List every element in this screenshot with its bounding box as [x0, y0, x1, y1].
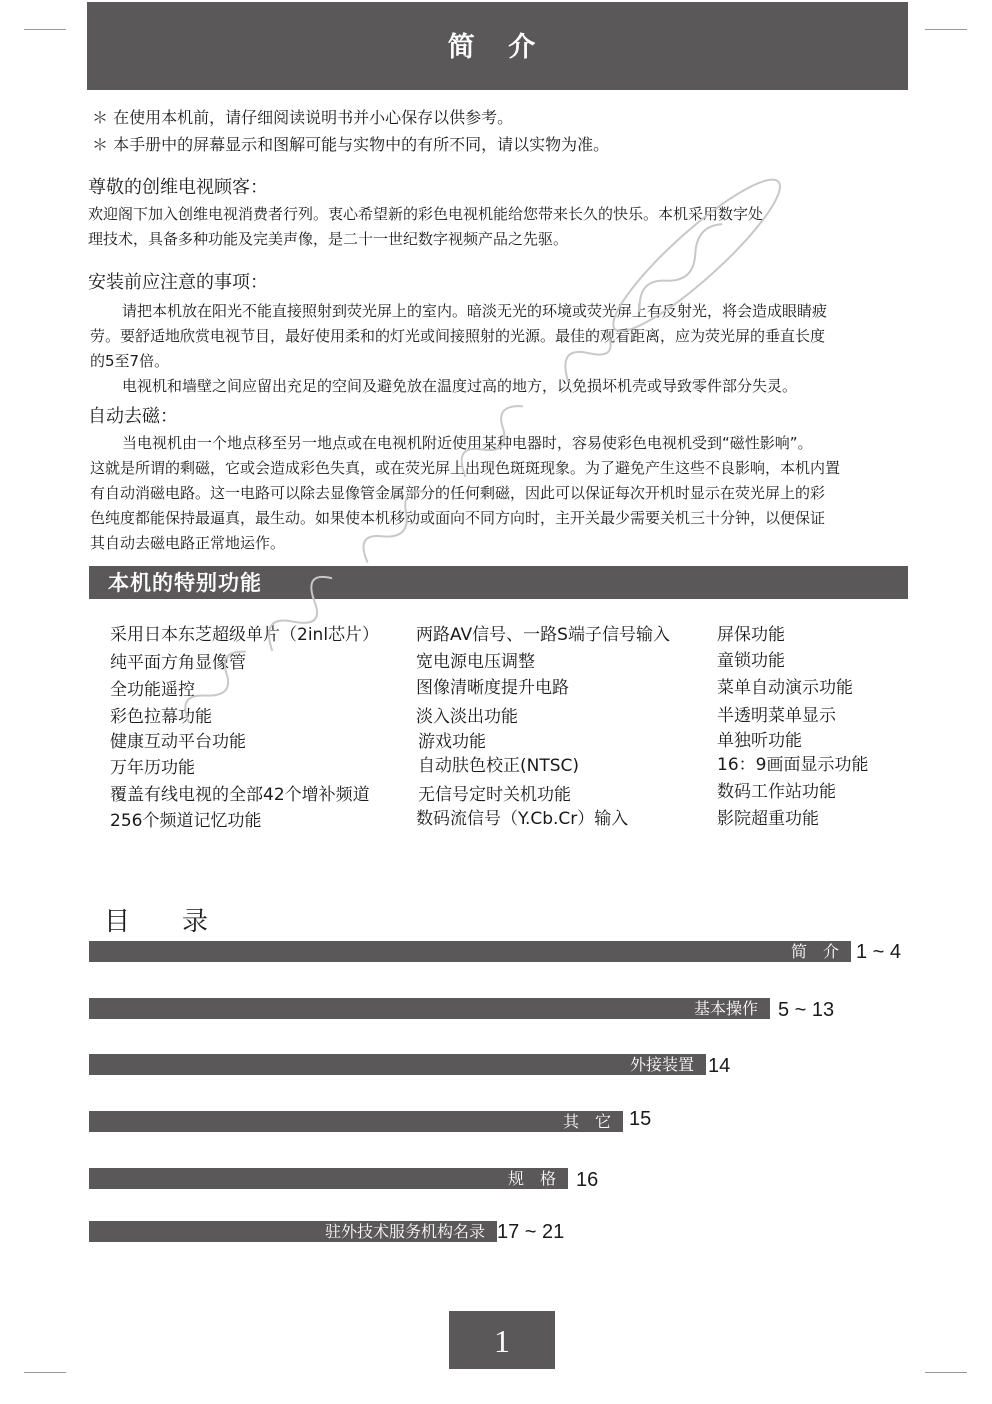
feature-item: 童锁功能	[717, 651, 785, 671]
feature-item: 图像清晰度提升电路	[416, 678, 569, 698]
feature-item: 菜单自动演示功能	[717, 678, 853, 698]
feature-item: 采用日本东芝超级单片（2inl芯片）	[110, 625, 380, 645]
feature-item: 彩色拉幕功能	[110, 707, 212, 727]
install-line: 劳。要舒适地欣赏电视节目，最好使用柔和的灯光或间接照射的光源。最佳的观看距离，应为荧光屏的垂直长度	[90, 327, 826, 345]
feature-item: 万年历功能	[110, 758, 195, 778]
crop-mark-bottom-left	[24, 1372, 66, 1373]
degauss-heading: 自动去磁：	[88, 406, 178, 427]
toc-page-range: 5 ~ 13	[778, 999, 835, 1021]
features-heading: 本机的特别功能	[89, 566, 908, 599]
feature-item: 覆盖有线电视的全部42个增补频道	[110, 785, 370, 805]
toc-entry-others[interactable]: 其 它	[89, 1111, 623, 1132]
degauss-line: 色纯度都能保持最逼真，最生动。如果使本机移动或面向不同方向时，主开关最少需要关机三十分钟，以便保证	[90, 509, 826, 527]
feature-item: 半透明菜单显示	[717, 706, 836, 726]
crop-mark-top-right	[925, 29, 967, 30]
feature-item: 16：9画面显示功能	[717, 755, 869, 775]
install-line: 电视机和墙壁之间应留出充足的空间及避免放在温度过高的地方，以免损坏机壳或导致零件部分失灵。	[122, 377, 798, 395]
toc-page-range: 1 ~ 4	[856, 941, 902, 963]
toc-entry-basic-operation[interactable]: 基本操作	[89, 998, 770, 1019]
feature-item: 淡入淡出功能	[416, 707, 518, 727]
feature-item: 宽电源电压调整	[416, 652, 535, 672]
toc-title-char: 录	[182, 907, 209, 937]
note-line: ＊ 在使用本机前，请仔细阅读说明书并小心保存以供参考。	[92, 108, 514, 127]
toc-page-range: 17 ~ 21	[497, 1221, 565, 1243]
toc-entry-external-devices[interactable]: 外接装置	[89, 1054, 706, 1075]
degauss-line: 这就是所谓的剩磁，它或会造成彩色失真，或在荧光屏上出现色斑斑现象。为了避免产生这些不良影响，本机内置	[90, 459, 841, 477]
toc-entry-intro[interactable]: 简 介	[89, 941, 851, 962]
greeting-line: 欢迎阁下加入创维电视消费者行列。衷心希望新的彩色电视机能给您带来长久的快乐。本机采用数字处	[88, 205, 764, 223]
install-heading: 安装前应注意的事项：	[88, 272, 268, 293]
feature-item: 数码工作站功能	[717, 782, 836, 802]
page-title: 简 介	[87, 2, 908, 90]
feature-item: 无信号定时关机功能	[418, 785, 571, 805]
feature-item: 数码流信号（Y.Cb.Cr）输入	[416, 809, 629, 829]
feature-item: 纯平面方角显像管	[110, 653, 246, 673]
feature-item: 游戏功能	[418, 732, 486, 752]
toc-title-char: 目	[104, 907, 131, 937]
crop-mark-bottom-right	[925, 1372, 967, 1373]
feature-item: 健康互动平台功能	[110, 732, 246, 752]
install-line: 的5至7倍。	[90, 352, 170, 370]
feature-item: 自动肤色校正(NTSC)	[418, 756, 580, 776]
greeting-line: 理技术，具备多种功能及完美声像，是二十一世纪数字视频产品之先驱。	[88, 230, 569, 248]
feature-item: 屏保功能	[717, 625, 785, 645]
degauss-line: 有自动消磁电路。这一电路可以除去显像管金属部分的任何剩磁，因此可以保证每次开机时显示在荧光屏上的彩	[90, 484, 826, 502]
feature-item: 两路AV信号、一路S端子信号输入	[416, 625, 670, 645]
toc-page-range: 14	[708, 1055, 731, 1077]
page-number: 1	[449, 1311, 555, 1369]
feature-item: 影院超重功能	[717, 809, 819, 829]
toc-entry-specs[interactable]: 规 格	[89, 1168, 568, 1189]
greeting-heading: 尊敬的创维电视顾客：	[88, 177, 268, 198]
install-line: 请把本机放在阳光不能直接照射到荧光屏上的室内。暗淡无光的环境或荧光屏上有反射光，将会造成眼睛疲	[122, 302, 828, 320]
toc-title	[104, 906, 260, 938]
toc-page-range: 16	[576, 1169, 599, 1191]
toc-page-range: 15	[629, 1108, 652, 1130]
feature-item: 单独听功能	[717, 731, 802, 751]
feature-item: 全功能遥控	[110, 680, 195, 700]
crop-mark-top-left	[24, 29, 66, 30]
toc-entry-service-directory[interactable]: 驻外技术服务机构名录	[89, 1221, 497, 1242]
degauss-line: 其自动去磁电路正常地运作。	[90, 534, 286, 552]
degauss-line: 当电视机由一个地点移至另一地点或在电视机附近使用某种电器时，容易使彩色电视机受到“磁性影响”。	[122, 434, 813, 452]
note-line: ＊ 本手册中的屏幕显示和图解可能与实物中的有所不同，请以实物为准。	[92, 135, 610, 154]
feature-item: 256个频道记忆功能	[110, 811, 262, 831]
